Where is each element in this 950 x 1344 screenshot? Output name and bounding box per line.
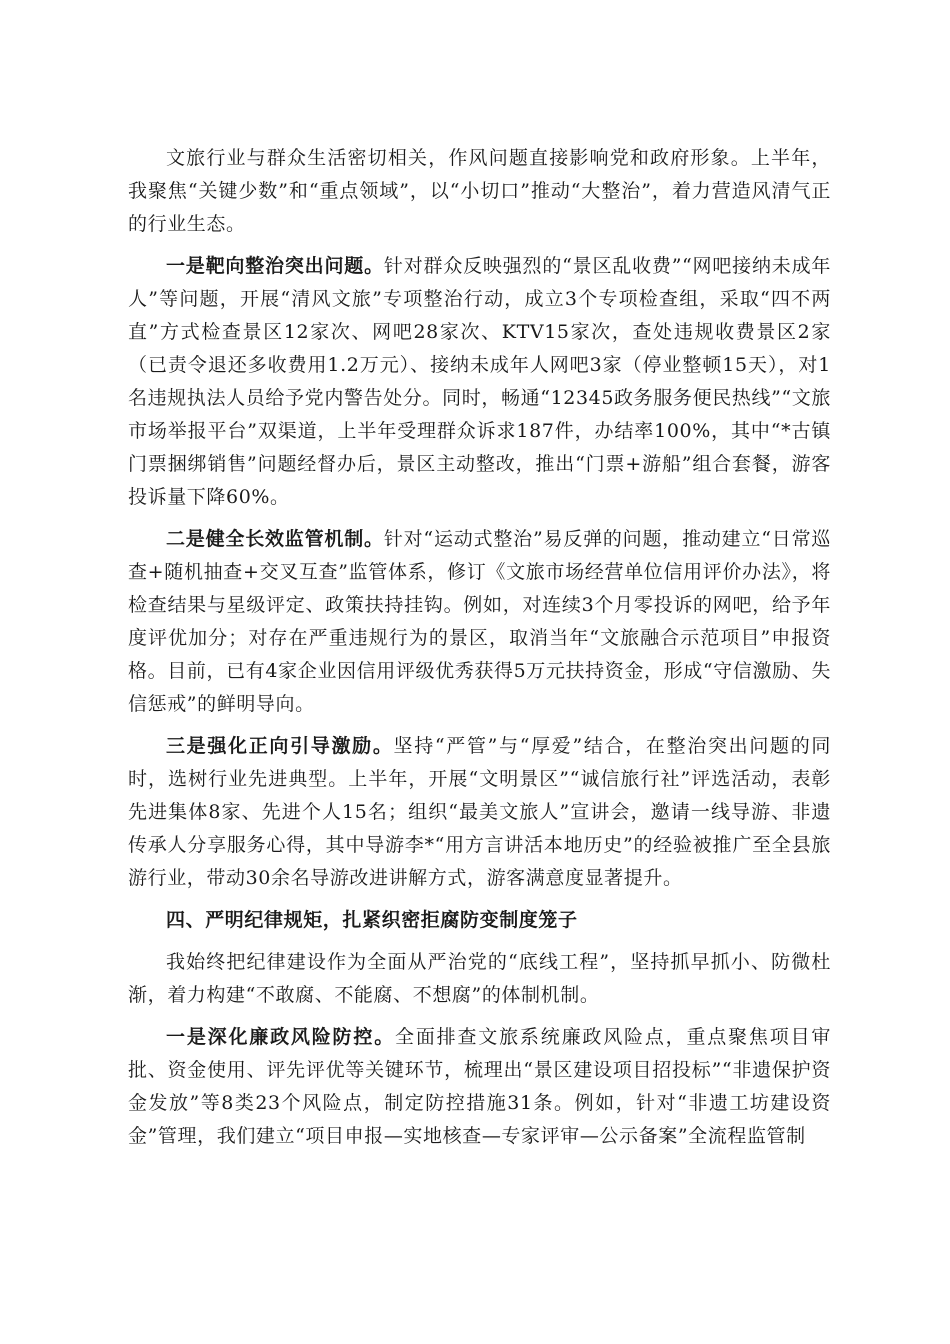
section-heading: 四、严明纪律规矩，扎紧织密拒腐防变制度笼子 — [166, 909, 578, 931]
paragraph-text: 我始终把纪律建设作为全面从严治党的“底线工程”，坚持抓早抓小、防微杜渐，着力构建“不敢腐、不能腐、不想腐”的体制机制。 — [128, 951, 831, 1006]
intro-paragraph — [128, 142, 831, 241]
paragraph-lead: 一是靶向整治突出问题。 — [166, 255, 384, 277]
paragraph-text: 针对“运动式整治”易反弹的问题，推动建立“日常巡查+随机抽查+交叉互查”监管体系，修订《文旅市场经营单位信用评价办法》，将检查结果与星级评定、政策扶持挂钩。例如，对连续3个月零投诉的网吧，给予年度评优加分；对存在严重违规行为的景区，取消当年“文旅融合示范项目”申报资格。目前，已有4家企业因信用评级优秀获得5万元扶持资金，形成“守信激励、失信惩戒”的鲜明导向。 — [128, 528, 831, 715]
paragraph-text: 坚持“严管”与“厚爱”结合，在整治突出问题的同时，选树行业先进典型。上半年，开展“文明景区”“诚信旅行社”评选活动，表彰先进集体8家、先进个人15名；组织“最美文旅人”宣讲会，邀请一线导游、非遗传承人分享服务心得，其中导游李*“用方言讲活本地历史”的经验被推广至全县旅游行业，带动30余名导游改进讲解方式，游客满意度显著提升。 — [128, 735, 831, 889]
point-3-paragraph — [128, 730, 831, 895]
paragraph-lead: 二是健全长效监管机制。 — [166, 528, 384, 550]
paragraph-lead: 三是强化正向引导激励。 — [166, 735, 394, 757]
section-intro-paragraph — [128, 946, 831, 1012]
point-2-paragraph — [128, 523, 831, 721]
section-point-1-paragraph — [128, 1021, 831, 1153]
document-page — [128, 142, 831, 1162]
point-1-paragraph — [128, 250, 831, 514]
paragraph-text: 文旅行业与群众生活密切相关，作风问题直接影响党和政府形象。上半年，我聚焦“关键少数”和“重点领域”，以“小切口”推动“大整治”，着力营造风清气正的行业生态。 — [128, 147, 831, 235]
paragraph-text: 针对群众反映强烈的“景区乱收费”“网吧接纳未成年人”等问题，开展“清风文旅”专项整治行动，成立3个专项检查组，采取“四不两直”方式检查景区12家次、网吧28家次、KTV15家次，查处违规收费景区2家（已责令退还多收费用1.2万元）、接纳未成年人网吧3家（停业整顿15天），对1名违规执法人员给予党内警告处分。同时，畅通“12345政务服务便民热线”“文旅市场举报平台”双渠道，上半年受理群众诉求187件，办结率100%，其中“*古镇门票捆绑销售”问题经督办后，景区主动整改，推出“门票+游船”组合套餐，游客投诉量下降60%。 — [128, 255, 831, 508]
paragraph-lead: 一是深化廉政风险防控。 — [166, 1026, 396, 1048]
paragraph-text: 全面排查文旅系统廉政风险点，重点聚焦项目审批、资金使用、评先评优等关键环节，梳理出“景区建设项目招投标”“非遗保护资金发放”等8类23个风险点，制定防控措施31条。例如，针对“非遗工坊建设资金”管理，我们建立“项目申报—实地核查—专家评审—公示备案”全流程监管制 — [128, 1026, 831, 1147]
